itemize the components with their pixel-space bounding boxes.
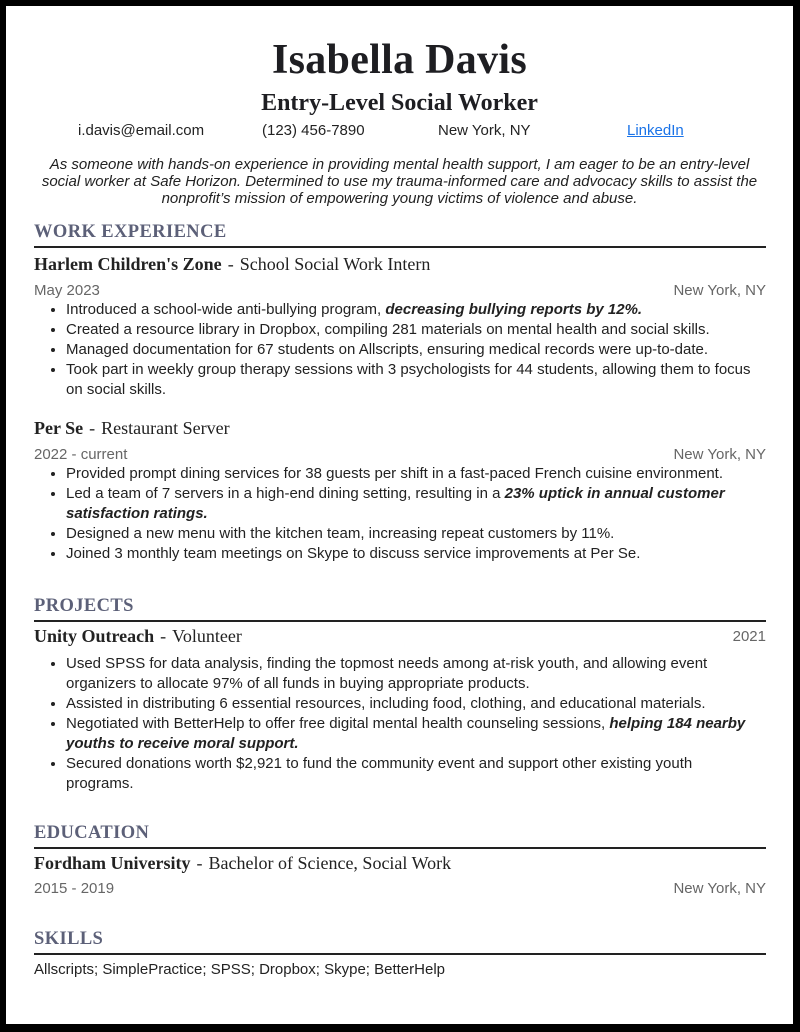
project-role: Volunteer <box>172 626 242 646</box>
section-heading-projects: PROJECTS <box>34 596 766 622</box>
bullet-item: • Introduced a school-wide anti-bullying program, decreasing bullying reports by 12%. <box>66 300 757 320</box>
bullet-item: • Led a team of 7 servers in a high-end dining setting, resulting in a 23% uptick in annual customer satisfaction ratings. <box>66 484 757 524</box>
education-location: New York, NY <box>673 880 766 897</box>
project-bullets <box>46 654 757 794</box>
job-location: New York, NY <box>673 282 766 299</box>
bullet-item: • Used SPSS for data analysis, finding the topmost needs among at-risk youth, and allowing event organizers to allocate 97% of all funds in buying appropriate products. <box>66 654 757 694</box>
summary: As someone with hands-on experience in providing mental health support, I am eager to be an entry-level social worker at Safe Horizon. Determined to use my trauma-informed care and advocacy skills to assist the nonprofit’s mission of empowering young victims of violence and abuse. <box>41 156 758 207</box>
section-heading-work-experience: WORK EXPERIENCE <box>34 222 766 248</box>
education-header <box>34 853 766 874</box>
separator: - <box>196 853 203 873</box>
bullet-item: • Created a resource library in Dropbox, compiling 281 materials on mental health and social skills. <box>66 320 757 340</box>
job-org: Harlem Children's Zone <box>34 254 222 274</box>
job-bullets <box>46 464 757 564</box>
contact-info <box>6 122 793 144</box>
job-meta <box>34 446 766 464</box>
section-heading-skills: SKILLS <box>34 929 766 955</box>
project-header <box>34 626 766 647</box>
separator: - <box>227 254 234 274</box>
skills-list: Allscripts; SimplePractice; SPSS; Dropbox; Skype; BetterHelp <box>34 961 445 978</box>
bullet-item: • Took part in weekly group therapy sessions with 3 psychologists for 44 students, allowing them to focus on social skills. <box>66 360 757 400</box>
job-meta <box>34 282 766 300</box>
degree: Bachelor of Science, Social Work <box>208 853 452 873</box>
job-location: New York, NY <box>673 446 766 463</box>
job-header <box>34 254 766 275</box>
candidate-name: Isabella Davis <box>271 37 528 83</box>
bullet-item: • Provided prompt dining services for 38 guests per shift in a fast-paced French cuisine environment. <box>66 464 757 484</box>
contact-email: i.davis@email.com <box>78 122 205 139</box>
bullet-item: • Negotiated with BetterHelp to offer free digital mental health counseling sessions, helping 184 nearby youths to receive moral support. <box>66 714 757 754</box>
school-name: Fordham University <box>34 853 191 873</box>
bullet-item: • Designed a new menu with the kitchen team, increasing repeat customers by 11%. <box>66 524 757 544</box>
separator: - <box>160 626 167 646</box>
separator: - <box>89 418 96 438</box>
job-date: 2022 - current <box>34 446 128 463</box>
job-role: Restaurant Server <box>101 418 230 438</box>
job-title: Entry-Level Social Worker <box>261 90 538 116</box>
linkedin-link[interactable]: LinkedIn <box>627 122 684 139</box>
job-role: School Social Work Intern <box>239 254 431 274</box>
bullet-item: • Secured donations worth $2,921 to fund the community event and support other existing youth programs. <box>66 754 757 794</box>
job-header <box>34 418 766 439</box>
section-heading-education: EDUCATION <box>34 823 766 849</box>
education-meta <box>34 880 766 898</box>
resume-page <box>6 6 793 1024</box>
job-org: Per Se <box>34 418 84 438</box>
education-date: 2015 - 2019 <box>34 880 115 897</box>
bullet-item: • Assisted in distributing 6 essential resources, including food, clothing, and educational materials. <box>66 694 757 714</box>
job-bullets <box>46 300 757 400</box>
contact-phone: (123) 456-7890 <box>262 122 365 139</box>
project-year: 2021 <box>732 628 766 645</box>
bullet-item: • Managed documentation for 67 students on Allscripts, ensuring medical records were up-to-date. <box>66 340 757 360</box>
bullet-item: • Joined 3 monthly team meetings on Skype to discuss service improvements at Per Se. <box>66 544 757 564</box>
job-date: May 2023 <box>34 282 100 299</box>
contact-location: New York, NY <box>438 122 531 139</box>
project-org: Unity Outreach <box>34 626 155 646</box>
